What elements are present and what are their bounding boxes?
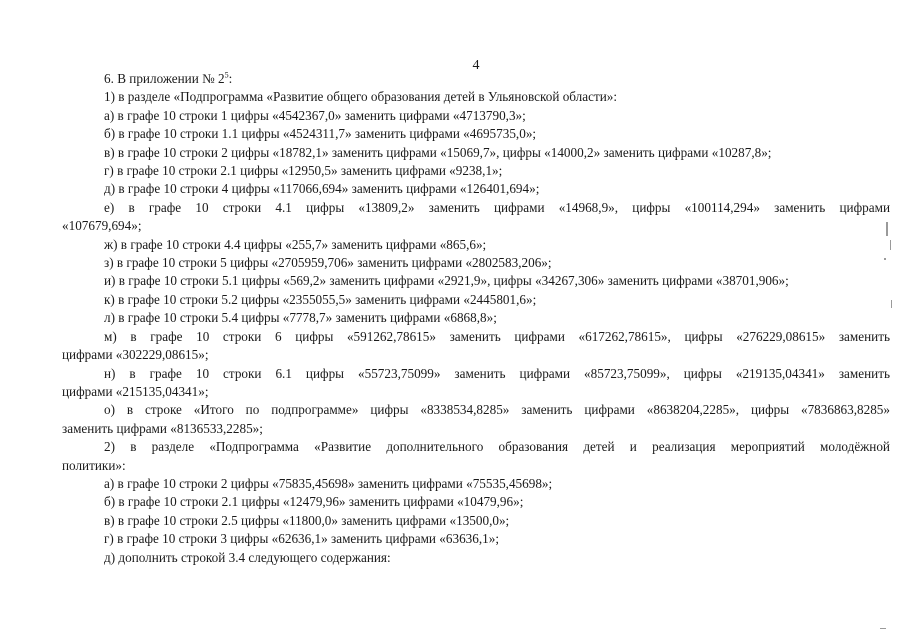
scan-speck — [890, 240, 891, 250]
text-line-l16: н) в графе 10 строки 6.1 цифры «55723,75099» заменить цифрами «85723,75099», цифры «219135,04341» заменить — [104, 365, 890, 381]
text-line-l24: в) в графе 10 строки 2.5 цифры «11800,0» заменить цифрами «13500,0»; — [104, 512, 510, 528]
text-line-l03: б) в графе 10 строки 1.1 цифры «4524311,7» заменить цифрами «4695735,0»; — [104, 126, 537, 142]
text-line-l04: в) в графе 10 строки 2 цифры «18782,1» заменить цифрами «15069,7», цифры «14000,2» заменить цифрами «10287,8»; — [104, 144, 772, 160]
text-line-l22: а) в графе 10 строки 2 цифры «75835,45698» заменить цифрами «75535,45698»; — [104, 475, 553, 491]
text-line-l18: о) в строке «Итого по подпрограмме» цифры «8338534,8285» заменить цифрами «8638204,2285», цифры «7836863,8285» — [104, 402, 890, 418]
scan-speck — [880, 628, 886, 629]
page-number: 4 — [472, 58, 480, 73]
text-line-l09: ж) в графе 10 строки 4.4 цифры «255,7» заменить цифрами «865,6»; — [104, 236, 487, 252]
text-line-l08: «107679,694»; — [62, 218, 142, 234]
text-line-l10: з) в графе 10 строки 5 цифры «2705959,706» заменить цифрами «2802583,206»; — [104, 255, 552, 271]
text-line-l15: цифрами «302229,08615»; — [62, 347, 209, 363]
heading-superscript: 5 — [224, 70, 229, 80]
scan-speck — [886, 222, 888, 236]
text-line-l21: политики»: — [62, 457, 126, 473]
text-line-l26: д) дополнить строкой 3.4 следующего содержания: — [104, 549, 391, 565]
text-line-l06: д) в графе 10 строки 4 цифры «117066,694» заменить цифрами «126401,694»; — [104, 181, 540, 197]
text-line-l25: г) в графе 10 строки 3 цифры «62636,1» заменить цифрами «63636,1»; — [104, 531, 499, 547]
text-line-l13: л) в графе 10 строки 5.4 цифры «7778,7» заменить цифрами «6868,8»; — [104, 310, 497, 326]
heading-colon: : — [228, 71, 233, 86]
document-body — [62, 70, 890, 567]
text-line-l19: заменить цифрами «8136533,2285»; — [62, 420, 263, 436]
scan-speck — [884, 258, 886, 260]
text-line-l14: м) в графе 10 строки 6 цифры «591262,78615» заменить цифрами «617262,78615», цифры «276229,08615» заменить — [104, 328, 890, 344]
text-line-l17: цифрами «215135,04341»; — [62, 383, 209, 399]
text-line-l05: г) в графе 10 строки 2.1 цифры «12950,5» заменить цифрами «9238,1»; — [104, 163, 503, 179]
text-line-l20: 2) в разделе «Подпрограмма «Развитие дополнительного образования детей и реализация мероприятий молодёжной — [104, 439, 890, 455]
scan-speck — [891, 300, 892, 308]
amendment-list — [62, 88, 890, 567]
heading-text: 6. В приложении № 2 — [104, 71, 225, 86]
text-line-l11: и) в графе 10 строки 5.1 цифры «569,2» заменить цифрами «2921,9», цифры «34267,306» заменить цифрами «38701,906»; — [104, 273, 789, 289]
text-line-l07: е) в графе 10 строки 4.1 цифры «13809,2» заменить цифрами «14968,9», цифры «100114,294» заменить цифрами — [104, 199, 890, 215]
text-line-l23: б) в графе 10 строки 2.1 цифры «12479,96» заменить цифрами «10479,96»; — [104, 494, 524, 510]
text-line-l12: к) в графе 10 строки 5.2 цифры «2355055,5» заменить цифрами «2445801,6»; — [104, 291, 537, 307]
section-heading — [62, 70, 890, 88]
text-line-l01: 1) в разделе «Подпрограмма «Развитие общего образования детей в Ульяновской области»: — [104, 89, 618, 105]
text-line-l02: а) в графе 10 строки 1 цифры «4542367,0» заменить цифрами «4713790,3»; — [104, 107, 526, 123]
